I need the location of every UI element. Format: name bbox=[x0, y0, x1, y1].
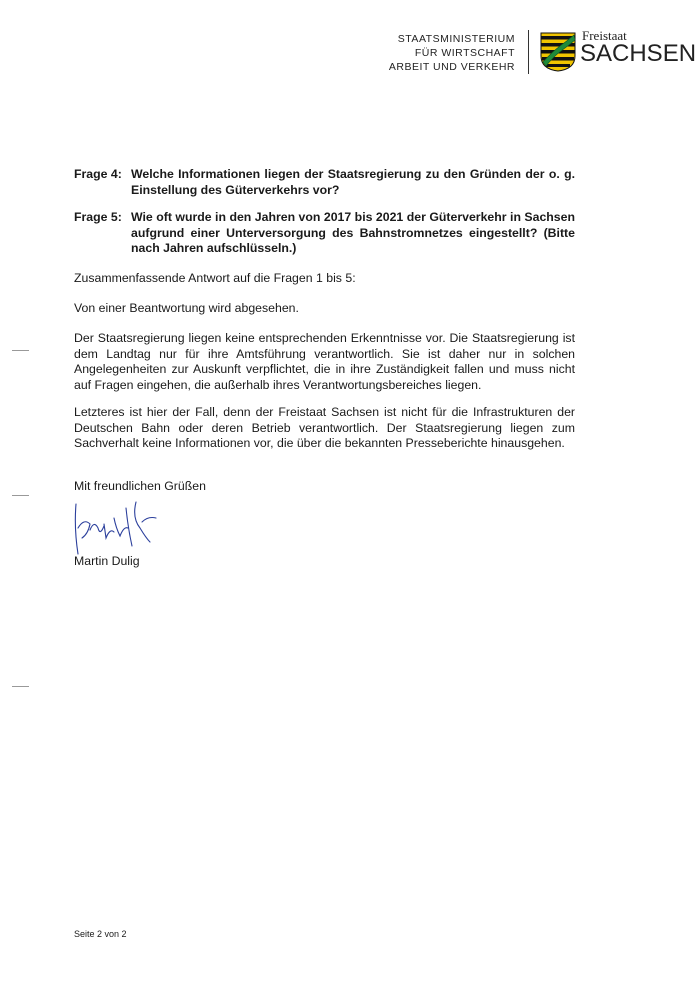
saxony-coat-of-arms-icon bbox=[540, 32, 576, 72]
question-label: Frage 5: bbox=[74, 210, 122, 224]
question-text: Welche Informationen liegen der Staatsregierung zu den Gründen der o. g. Einstellung des Güterverkehrs vor? bbox=[131, 167, 575, 197]
summary-heading: Zusammenfassende Antwort auf die Fragen 1 bis 5: bbox=[74, 271, 356, 285]
no-answer-statement: Von einer Beantwortung wird abgesehen. bbox=[74, 301, 299, 315]
ministry-line: FÜR WIRTSCHAFT bbox=[414, 47, 515, 59]
page-number: Seite 2 von 2 bbox=[74, 929, 127, 939]
fold-mark bbox=[12, 686, 29, 687]
answer-paragraph-1: Der Staatsregierung liegen keine entsprechenden Erkenntnisse vor. Die Staatsregierung ist dem Landtag nur für ihre Amtsführung verantwortlich. Sie ist daher nur in solchen Angelegenheiten zur Auskunft verpflichtet, die in ihre Zuständigkeit fallen und muss nicht auf Fragen eingehen, die außerhalb ihres Verantwortungsbereiches liegen. bbox=[74, 331, 575, 392]
question-label: Frage 4: bbox=[74, 167, 122, 181]
freistaat-label: Freistaat bbox=[582, 28, 627, 43]
question-text: Wie oft wurde in den Jahren von 2017 bis 2021 der Güterverkehr in Sachsen aufgrund einer Unterversorgung des Bahnstromnetzes eingestellt? (Bitte nach Jahren aufschlüsseln.) bbox=[131, 210, 575, 255]
signer-name: Martin Dulig bbox=[74, 554, 140, 568]
ministry-line: ARBEIT UND VERKEHR bbox=[388, 61, 515, 73]
ministry-line: STAATSMINISTERIUM bbox=[397, 33, 515, 45]
header-divider bbox=[528, 30, 529, 74]
question-5 bbox=[74, 210, 575, 257]
question-4 bbox=[74, 167, 575, 198]
answer-paragraph-2: Letzteres ist hier der Fall, denn der Freistaat Sachsen ist nicht für die Infrastrukturen der Deutschen Bahn oder deren Betrieb verantwortlich. Der Staatsregierung liegen zum Sachverhalt keine Informationen vor, die über die bekannten Presseberichte hinausgehen. bbox=[74, 405, 575, 450]
closing-greeting: Mit freundlichen Grüßen bbox=[74, 479, 206, 493]
handwritten-signature bbox=[70, 498, 160, 558]
fold-mark bbox=[12, 495, 29, 496]
fold-mark bbox=[12, 350, 29, 351]
sachsen-label: SACHSEN bbox=[580, 40, 697, 67]
ministry-name bbox=[389, 32, 515, 74]
